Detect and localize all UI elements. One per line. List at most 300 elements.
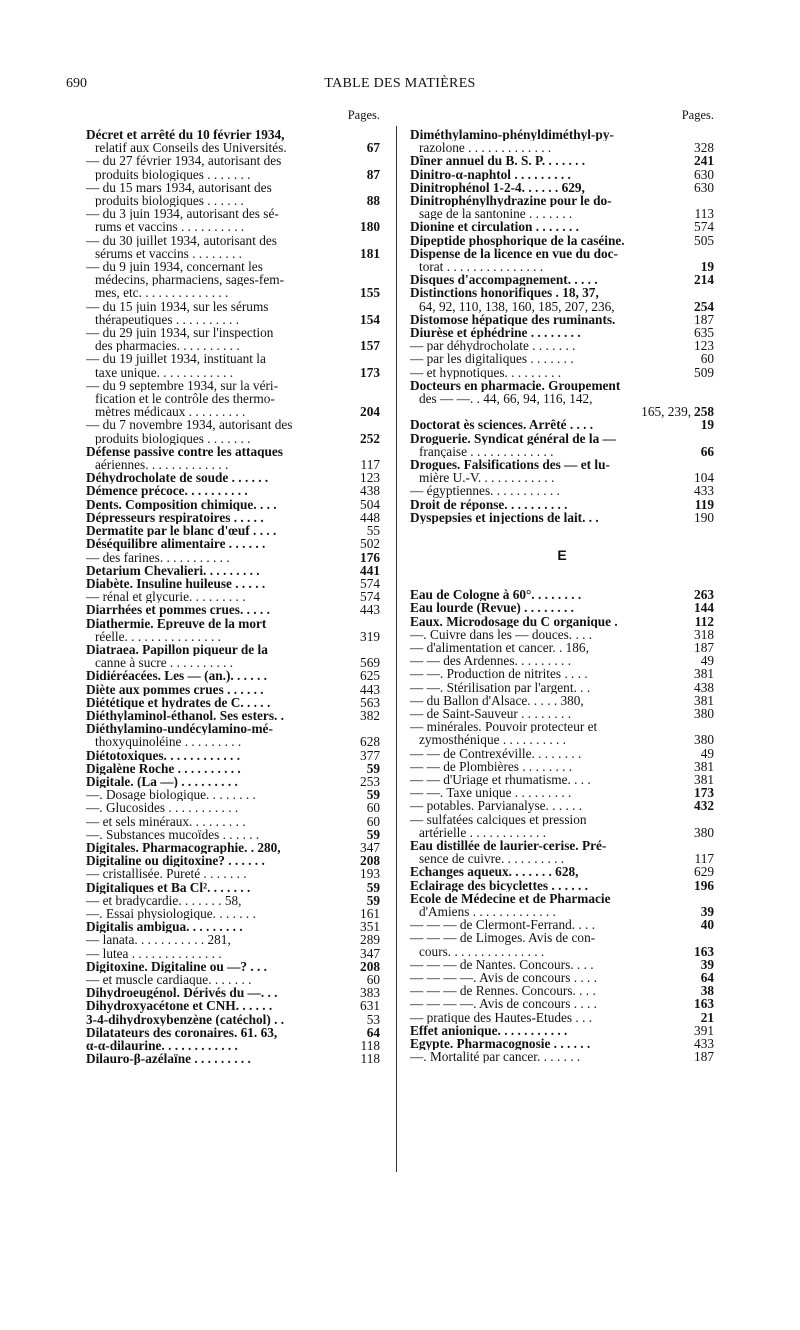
entry-page: 66 xyxy=(700,443,714,459)
index-entry xyxy=(410,432,714,445)
entry-page: 88 xyxy=(366,193,380,209)
entry-text: — du 19 juillet 1934, instituant la xyxy=(86,352,266,366)
entry-page: 252 xyxy=(360,430,380,446)
entry-page: 208 xyxy=(360,958,380,974)
entry-page: 190 xyxy=(694,509,714,525)
entry-page: 441 xyxy=(360,562,380,578)
entry-page: 59 xyxy=(366,892,380,908)
entry-text: Dihydroeugénol. Dérivés du —. . . xyxy=(86,986,278,1000)
entry-text: réelle. . . . . . . . . . . . . . . xyxy=(95,629,221,643)
pages-label: Pages. xyxy=(347,108,380,122)
entry-text: artérielle . . . . . . . . . . . . xyxy=(419,825,547,839)
entry-page xyxy=(711,432,714,445)
entry-page: 187 xyxy=(694,1049,714,1065)
entry-page: 49 xyxy=(700,653,714,669)
entry-page: 347 xyxy=(360,945,380,961)
entry-page: 87 xyxy=(366,166,380,182)
entry-page xyxy=(711,286,714,299)
entry-text: thérapeutiques . . . . . . . . . . xyxy=(95,312,240,327)
entry-page: 117 xyxy=(360,457,380,473)
entry-page: 154 xyxy=(360,311,380,327)
index-entry xyxy=(410,405,714,418)
index-entry xyxy=(86,168,380,181)
entry-text: — du 15 mars 1934, autorisant des xyxy=(86,180,272,195)
index-entry xyxy=(410,326,714,339)
index-entry xyxy=(410,194,714,207)
entry-page: 176 xyxy=(360,549,380,565)
entry-text: — — de Contrexéville. . . . . . . . xyxy=(410,746,582,760)
running-title: TABLE DES MATIÈRES xyxy=(324,76,476,91)
entry-text: — — des Ardennes. . . . . . . . . xyxy=(410,654,572,668)
entry-text: taxe unique. . . . . . . . . . . . xyxy=(95,365,234,379)
index-entry xyxy=(86,841,380,854)
index-entry xyxy=(410,958,714,971)
entry-text: — et hypnotiques. . . . . . . . . xyxy=(410,365,562,379)
index-entry xyxy=(410,181,714,194)
index-entry xyxy=(86,154,380,167)
entry-page: 253 xyxy=(360,773,380,789)
entry-page: 382 xyxy=(360,707,380,723)
entry-text: Diététique et hydrates de C. . . . . xyxy=(86,695,271,709)
entry-text: thoxyquinoléine . . . . . . . . . xyxy=(95,735,242,749)
index-entry xyxy=(86,815,380,828)
entry-text: Drogues. Falsifications des — et lu- xyxy=(410,458,610,472)
page-number: 690 xyxy=(66,76,87,91)
entry-page: 254 xyxy=(694,298,714,314)
entry-page: 328 xyxy=(694,140,714,156)
index-entry xyxy=(86,471,380,484)
entry-page: 574 xyxy=(360,589,380,605)
entry-page: 64 xyxy=(700,969,714,985)
index-entry xyxy=(86,141,380,154)
index-entry xyxy=(86,366,380,379)
entry-text: — lutea . . . . . . . . . . . . . . xyxy=(86,946,222,960)
index-entry xyxy=(86,828,380,841)
index-entry xyxy=(410,588,714,601)
index-entry xyxy=(410,945,714,958)
entry-page: 193 xyxy=(360,866,380,882)
entry-page: 39 xyxy=(700,956,714,972)
entry-text: — et bradycardie. . . . . . . 58, xyxy=(86,893,242,907)
index-entry xyxy=(86,234,380,247)
entry-page: 60 xyxy=(366,813,380,829)
index-entry xyxy=(86,273,380,286)
index-entry xyxy=(86,775,380,788)
index-entry xyxy=(86,801,380,814)
entry-page: 60 xyxy=(366,972,380,987)
entry-page: 263 xyxy=(694,587,714,603)
entry-page: 21 xyxy=(700,1009,714,1025)
index-entry xyxy=(410,905,714,918)
entry-page: 443 xyxy=(360,602,380,618)
entry-text: — pratique des Hautes-Etudes . . . xyxy=(410,1010,593,1024)
entry-text: rums et vaccins . . . . . . . . . . xyxy=(95,220,245,234)
entry-text: —. Glucosides . . . . . . . . . . . xyxy=(86,801,239,815)
entry-page xyxy=(377,234,380,247)
entry-page: 381 xyxy=(694,692,714,708)
entry-page: 629 xyxy=(694,864,714,880)
entry-page: 383 xyxy=(360,985,380,1001)
index-entry xyxy=(410,628,714,641)
entry-text: Diathermie. Epreuve de la mort xyxy=(86,616,267,630)
index-entry xyxy=(86,577,380,590)
index-list-d xyxy=(410,128,714,524)
entry-text: Disques d'accompagnement. . . . . xyxy=(410,273,598,287)
entry-text: 3-4-dihydroxybenzène (catéchol) . . xyxy=(86,1012,285,1026)
entry-text: — — — de Clermont-Ferrand. . . . xyxy=(410,918,596,932)
index-entry xyxy=(410,681,714,694)
index-entry xyxy=(410,747,714,760)
index-entry xyxy=(410,879,714,892)
index-entry xyxy=(410,141,714,154)
entry-page: 67 xyxy=(366,140,380,156)
index-entry xyxy=(410,615,714,628)
entry-text: produits biologiques . . . . . . . xyxy=(95,431,251,445)
index-entry xyxy=(410,273,714,286)
index-entry xyxy=(86,788,380,801)
column-divider xyxy=(396,126,397,1172)
entry-page: 318 xyxy=(694,626,714,642)
entry-text: produits biologiques . . . . . . xyxy=(95,194,244,208)
entry-page: 204 xyxy=(360,404,380,420)
index-entry xyxy=(410,392,714,405)
index-entry xyxy=(410,1011,714,1024)
entry-page: 319 xyxy=(360,628,380,644)
entry-text: mètres médicaux . . . . . . . . . xyxy=(95,405,246,419)
entry-page: 509 xyxy=(694,364,714,380)
entry-text: Diatraea. Papillon piqueur de la xyxy=(86,642,268,657)
index-entry xyxy=(410,641,714,654)
index-entry xyxy=(410,300,714,313)
entry-page: 433 xyxy=(694,483,714,499)
index-entry xyxy=(410,379,714,392)
running-header xyxy=(0,76,800,96)
entry-text: Diète aux pommes crues . . . . . . xyxy=(86,682,264,696)
entry-text: Dihydroxyacétone et CNH. . . . . . xyxy=(86,999,273,1013)
entry-text: — par déhydrocholate . . . . . . . xyxy=(410,339,576,353)
entry-page: 381 xyxy=(694,666,714,682)
entry-text: — lanata. . . . . . . . . . . 281, xyxy=(86,933,231,947)
entry-text: — minérales. Pouvoir protecteur et xyxy=(410,720,598,734)
entry-page: 118 xyxy=(360,1051,380,1067)
index-entry xyxy=(410,313,714,326)
entry-page: 380 xyxy=(694,732,714,748)
entry-text: Déséquilibre alimentaire . . . . . . xyxy=(86,537,266,551)
index-entry xyxy=(86,352,380,365)
entry-text: relatif aux Conseils des Universités. xyxy=(95,141,287,155)
index-entry xyxy=(86,379,380,392)
entry-page: 391 xyxy=(694,1022,714,1038)
entry-page xyxy=(711,892,714,905)
entry-text: Effet anionique. . . . . . . . . . . xyxy=(410,1023,568,1037)
entry-page xyxy=(377,260,380,273)
entry-text: canne à sucre . . . . . . . . . . xyxy=(95,656,234,670)
entry-page: 241 xyxy=(694,153,714,169)
entry-page: 123 xyxy=(360,470,380,486)
index-entry xyxy=(86,630,380,643)
entry-page: 119 xyxy=(694,496,714,512)
index-entry xyxy=(410,247,714,260)
index-entry xyxy=(86,220,380,233)
index-entry xyxy=(86,300,380,313)
entry-page: 53 xyxy=(366,1011,380,1027)
entry-page: 347 xyxy=(360,839,380,855)
index-entry xyxy=(86,432,380,445)
index-entry xyxy=(410,931,714,944)
entry-page: 563 xyxy=(360,694,380,710)
entry-page: 59 xyxy=(366,760,380,776)
entry-text: Dilatateurs des coronaires. 61. 63, xyxy=(86,1025,278,1040)
index-entry xyxy=(86,986,380,999)
entry-text: — et sels minéraux. . . . . . . . . xyxy=(86,814,246,828)
entry-page: 49 xyxy=(700,745,714,761)
entry-page: 113 xyxy=(694,206,714,222)
entry-text: — —. Stérilisation par l'argent. . . xyxy=(410,680,591,694)
entry-page: 505 xyxy=(694,232,714,248)
pages-label: Pages. xyxy=(681,108,714,122)
entry-text: — — de Plombières . . . . . . . . xyxy=(410,759,573,773)
entry-text: Digitalis ambigua. . . . . . . . . xyxy=(86,920,243,934)
entry-page: 19 xyxy=(700,417,714,433)
entry-page: 630 xyxy=(694,166,714,182)
index-entry xyxy=(410,971,714,984)
index-entry xyxy=(86,590,380,603)
index-entry xyxy=(86,999,380,1012)
entry-text: Ecole de Médecine et de Pharmacie xyxy=(410,891,611,905)
index-entry xyxy=(410,1050,714,1063)
entry-page: 59 xyxy=(366,879,380,895)
entry-page: 173 xyxy=(694,785,714,801)
index-entry xyxy=(86,1039,380,1052)
index-entry xyxy=(410,997,714,1010)
entry-text: Diéthylaminol-éthanol. Ses esters. . xyxy=(86,708,284,723)
index-entry xyxy=(86,617,380,630)
entry-page: 40 xyxy=(700,917,714,933)
entry-text: Digitoxine. Digitaline ou —? . . . xyxy=(86,959,267,973)
entry-page: 504 xyxy=(360,496,380,512)
section-letter: E xyxy=(557,547,567,564)
index-entry xyxy=(410,418,714,431)
entry-text: — — — —. Avis de concours . . . . xyxy=(410,970,597,985)
entry-text: Dinitrophénol 1-2-4. . . . . . 629, xyxy=(410,180,585,195)
entry-text: — —. Production de nitrites . . . . xyxy=(410,667,588,681)
entry-page: 38 xyxy=(700,983,714,999)
index-entry xyxy=(86,683,380,696)
entry-page: 381 xyxy=(694,758,714,774)
index-entry xyxy=(86,920,380,933)
index-entry xyxy=(410,445,714,458)
entry-text: — — — —. Avis de concours . . . . xyxy=(410,997,597,1011)
entry-text: Dermatite par le blanc d'œuf . . . . xyxy=(86,524,277,538)
index-entry xyxy=(86,1052,380,1065)
index-entry xyxy=(86,1026,380,1039)
index-entry xyxy=(410,260,714,273)
entry-text: Dispense de la licence en vue du doc- xyxy=(410,246,618,261)
index-entry xyxy=(86,551,380,564)
entry-page: 64 xyxy=(366,1024,380,1040)
entry-text: — sulfatées calciques et pression xyxy=(410,812,587,826)
entry-text: sérums et vaccins . . . . . . . . xyxy=(95,246,242,261)
entry-page: 155 xyxy=(360,285,380,301)
index-entry xyxy=(410,286,714,299)
entry-text: Dépresseurs respiratoires . . . . . xyxy=(86,510,264,525)
entry-page: 144 xyxy=(694,600,714,616)
index-entry xyxy=(410,366,714,379)
index-entry xyxy=(86,498,380,511)
entry-page: 60 xyxy=(366,800,380,816)
entry-text: — — — de Limoges. Avis de con- xyxy=(410,931,596,945)
entry-text: Egypte. Pharmacognosie . . . . . . xyxy=(410,1037,591,1051)
index-entry xyxy=(86,511,380,524)
entry-text: — du 7 novembre 1934, autorisant des xyxy=(86,418,293,432)
index-entry xyxy=(86,524,380,537)
index-entry xyxy=(86,445,380,458)
entry-page: 39 xyxy=(700,903,714,919)
index-entry xyxy=(86,405,380,418)
index-entry xyxy=(410,154,714,167)
entry-text: Dinitro-α-naphtol . . . . . . . . . xyxy=(410,167,571,181)
entry-text: Distinctions honorifiques . 18, 37, xyxy=(410,286,599,300)
index-entry xyxy=(410,707,714,720)
entry-text: — du 9 septembre 1934, sur la véri- xyxy=(86,378,279,393)
entry-page: 569 xyxy=(360,655,380,671)
entry-text: d'Amiens . . . . . . . . . . . . . xyxy=(419,904,556,919)
entry-text: —. Cuivre dans les — douces. . . . xyxy=(410,627,593,641)
entry-page: 502 xyxy=(360,536,380,552)
entry-text: Droit de réponse. . . . . . . . . . xyxy=(410,497,568,511)
index-entry xyxy=(86,749,380,762)
entry-text: Dents. Composition chimique. . . . xyxy=(86,497,277,511)
entry-text: torat . . . . . . . . . . . . . . . xyxy=(419,260,544,274)
entry-text: — cristallisée. Pureté . . . . . . . xyxy=(86,867,247,881)
index-entry xyxy=(86,762,380,775)
index-entry xyxy=(86,643,380,656)
entry-page: 630 xyxy=(694,179,714,195)
entry-page: 163 xyxy=(694,996,714,1012)
index-entry xyxy=(410,865,714,878)
entry-page: 380 xyxy=(694,824,714,840)
index-entry xyxy=(410,733,714,746)
entry-text: Diarrhées et pommes crues. . . . . xyxy=(86,603,270,617)
entry-text: Diurèse et éphédrine . . . . . . . . xyxy=(410,326,581,340)
entry-text: — d'alimentation et cancer. . 186, xyxy=(410,640,589,655)
entry-text: Démence précoce. . . . . . . . . . xyxy=(86,484,248,498)
index-entry xyxy=(86,696,380,709)
entry-text: — du Ballon d'Alsace. . . . . 380, xyxy=(410,693,584,707)
entry-text: cours. . . . . . . . . . . . . . . xyxy=(419,944,545,958)
index-entry xyxy=(410,760,714,773)
entry-page: 157 xyxy=(360,338,380,354)
index-entry xyxy=(410,826,714,839)
index-entry xyxy=(86,669,380,682)
index-entry xyxy=(86,933,380,946)
entry-text: Digitaliques et Ba Cl². . . . . . . xyxy=(86,880,251,894)
entry-page: 19 xyxy=(700,259,714,275)
entry-page: 574 xyxy=(694,219,714,235)
index-entry xyxy=(86,656,380,669)
entry-text: razolone . . . . . . . . . . . . . xyxy=(419,141,552,155)
entry-page: 628 xyxy=(360,734,380,750)
index-entry xyxy=(86,960,380,973)
index-entry xyxy=(86,194,380,207)
entry-text: Dionine et circulation . . . . . . . xyxy=(410,220,579,234)
entry-text: Diétotoxiques. . . . . . . . . . . . xyxy=(86,748,241,762)
entry-text: Digitales. Pharmacographie. . 280, xyxy=(86,840,281,855)
index-entry xyxy=(86,1013,380,1026)
entry-text: sage de la santonine . . . . . . . xyxy=(419,207,573,221)
entry-page: 208 xyxy=(360,853,380,869)
index-entry xyxy=(410,220,714,233)
entry-page: 625 xyxy=(360,668,380,684)
entry-page: 443 xyxy=(360,681,380,697)
entry-page xyxy=(377,379,380,392)
entry-text: Eclairage des bicyclettes . . . . . . xyxy=(410,878,588,892)
index-entry xyxy=(86,286,380,299)
index-entry xyxy=(86,207,380,220)
entry-text: des pharmacies. . . . . . . . . . xyxy=(95,339,240,353)
entry-text: Diméthylamino-phényldiméthyl-py- xyxy=(410,128,614,142)
entry-text: — rénal et glycurie. . . . . . . . . xyxy=(86,590,246,604)
entry-page xyxy=(377,617,380,630)
entry-page: 214 xyxy=(694,272,714,288)
entry-page: 117 xyxy=(694,851,714,867)
entry-text: —. Mortalité par cancer. . . . . . . xyxy=(410,1050,581,1064)
entry-page xyxy=(377,352,380,365)
index-entry xyxy=(410,352,714,365)
entry-page: 112 xyxy=(694,613,714,629)
entry-page: 55 xyxy=(366,523,380,539)
entry-page: 258 xyxy=(694,404,714,420)
index-entry xyxy=(86,735,380,748)
index-entry xyxy=(410,667,714,680)
entry-text: — et muscle cardiaque. . . . . . . xyxy=(86,973,252,987)
entry-page: 438 xyxy=(360,483,380,499)
index-entry xyxy=(410,694,714,707)
index-entry xyxy=(410,1024,714,1037)
entry-page: 60 xyxy=(700,351,714,367)
entry-page xyxy=(711,813,714,826)
index-entry xyxy=(410,168,714,181)
entry-text: — — d'Uriage et rhumatisme. . . . xyxy=(410,772,591,787)
index-entry xyxy=(86,260,380,273)
entry-page: 196 xyxy=(694,877,714,893)
index-entry xyxy=(410,799,714,812)
entry-text: Doctorat ès sciences. Arrêté . . . . xyxy=(410,418,594,432)
entry-text: Echanges aqueux. . . . . . . 628, xyxy=(410,865,579,879)
entry-text: Dipeptide phosphorique de la caséine. xyxy=(410,233,625,247)
index-entry xyxy=(86,537,380,550)
entry-page: 187 xyxy=(694,311,714,327)
index-entry xyxy=(86,867,380,880)
index-entry xyxy=(410,786,714,799)
entry-text: — par les digitaliques . . . . . . . xyxy=(410,352,574,366)
entry-text: fication et le contrôle des thermo- xyxy=(95,392,275,406)
entry-text: —. Essai physiologique. . . . . . . xyxy=(86,906,256,921)
entry-page: 187 xyxy=(694,639,714,655)
entry-text: Digitaline ou digitoxine? . . . . . . xyxy=(86,854,265,868)
entry-text: Diéthylamino-undécylamino-mé- xyxy=(86,722,273,736)
index-entry xyxy=(410,471,714,484)
index-entry xyxy=(86,564,380,577)
index-entry xyxy=(86,603,380,616)
entry-text: Dilauro-β-azélaïne . . . . . . . . . xyxy=(86,1052,251,1066)
entry-text: α-α-dilaurine. . . . . . . . . . . . xyxy=(86,1039,238,1053)
entry-text: Dîner annuel du B. S. P. . . . . . . xyxy=(410,154,586,168)
index-entry xyxy=(410,773,714,786)
entry-page xyxy=(377,418,380,431)
index-entry xyxy=(410,484,714,497)
index-entry xyxy=(410,601,714,614)
